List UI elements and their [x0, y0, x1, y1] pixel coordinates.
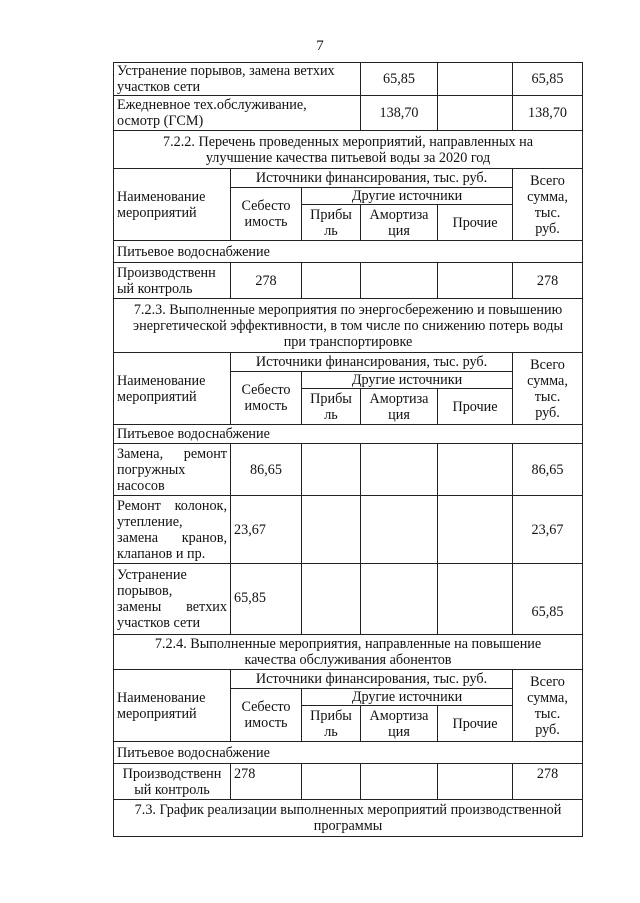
group-label: Питьевое водоснабжение: [114, 425, 583, 444]
group-label: Питьевое водоснабжение: [114, 241, 583, 263]
header-profit: Прибы ль: [302, 706, 361, 742]
total-value: 23,67: [513, 496, 583, 564]
total-value: 278: [513, 263, 583, 299]
section-title-row: [114, 299, 583, 353]
header-cost: Себесто имость: [231, 188, 302, 241]
empty-cell: [361, 263, 438, 299]
header-amortization: Амортиза ция: [361, 389, 438, 425]
header-name: Наименование мероприятий: [114, 670, 231, 742]
table-row: [114, 96, 583, 131]
empty-cell: [438, 496, 513, 564]
header-name: Наименование мероприятий: [114, 169, 231, 241]
section-title: 7.3. График реализации выполненных мероприятий производственной программы: [114, 800, 583, 837]
total-value: 65,85: [513, 63, 583, 96]
header-row: [114, 169, 583, 188]
header-profit: Прибы ль: [302, 389, 361, 425]
group-label: Питьевое водоснабжение: [114, 742, 583, 764]
empty-cell: [302, 263, 361, 299]
empty-cell: [302, 764, 361, 800]
section-title-row: [114, 800, 583, 837]
activity-name: Ремонт колонок, утепление, замена кранов, клапанов и пр.: [114, 496, 231, 564]
header-other: Прочие: [438, 205, 513, 241]
header-amortization: Амортиза ция: [361, 205, 438, 241]
total-value: 86,65: [513, 444, 583, 496]
section-title: 7.2.3. Выполненные мероприятия по энергосбережению и повышению энергетической эффективности, в том числе по снижению потерь воды при транспортировке: [114, 299, 583, 353]
header-cost: Себесто имость: [231, 372, 302, 425]
empty-cell: [302, 564, 361, 635]
activity-name: Устранение порывов, замена ветхих участков сети: [114, 63, 361, 96]
header-other: Прочие: [438, 389, 513, 425]
total-value: 65,85: [513, 564, 583, 635]
empty-cell: [438, 764, 513, 800]
activity-name: Производственн ый контроль: [114, 263, 231, 299]
header-other: Прочие: [438, 706, 513, 742]
header-other-sources: Другие источники: [302, 689, 513, 706]
empty-cell: [438, 444, 513, 496]
empty-cell: [438, 63, 513, 96]
group-row: [114, 241, 583, 263]
header-total: Всего сумма, тыс. руб.: [513, 353, 583, 425]
header-other-sources: Другие источники: [302, 188, 513, 205]
section-title: 7.2.2. Перечень проведенных мероприятий, направленных на улучшение качества питьевой воды за 2020 год: [114, 131, 583, 169]
total-value: 138,70: [513, 96, 583, 131]
header-name: Наименование мероприятий: [114, 353, 231, 425]
header-total: Всего сумма, тыс. руб.: [513, 169, 583, 241]
empty-cell: [361, 496, 438, 564]
table-row: [114, 444, 583, 496]
header-sources: Источники финансирования, тыс. руб.: [231, 353, 513, 372]
cost-value: 65,85: [361, 63, 438, 96]
page-number: 7: [316, 38, 324, 54]
header-profit: Прибы ль: [302, 205, 361, 241]
header-row: [114, 353, 583, 372]
table-row: [114, 263, 583, 299]
empty-cell: [438, 263, 513, 299]
cost-value: 278: [231, 764, 302, 800]
activity-name: Устранение порывов, замены ветхих участков сети: [114, 564, 231, 635]
section-title-row: [114, 131, 583, 169]
header-sources: Источники финансирования, тыс. руб.: [231, 670, 513, 689]
section-title: 7.2.4. Выполненные мероприятия, направленные на повышение качества обслуживания абонентов: [114, 635, 583, 670]
cost-value: 86,65: [231, 444, 302, 496]
empty-cell: [302, 496, 361, 564]
activity-name: Производственн ый контроль: [114, 764, 231, 800]
header-other-sources: Другие источники: [302, 372, 513, 389]
empty-cell: [361, 564, 438, 635]
header-sources: Источники финансирования, тыс. руб.: [231, 169, 513, 188]
empty-cell: [302, 444, 361, 496]
table-row: [114, 496, 583, 564]
cost-value: 138,70: [361, 96, 438, 131]
empty-cell: [361, 444, 438, 496]
activity-name: Ежедневное тех.обслуживание, осмотр (ГСМ): [114, 96, 361, 131]
total-value: 278: [513, 764, 583, 800]
empty-cell: [361, 764, 438, 800]
header-total: Всего сумма, тыс. руб.: [513, 670, 583, 742]
header-row: [114, 670, 583, 689]
empty-cell: [438, 564, 513, 635]
group-row: [114, 425, 583, 444]
table-row: [114, 63, 583, 96]
programme-table: [113, 62, 583, 837]
cost-value: 23,67: [231, 496, 302, 564]
activity-name: Замена, ремонт погружных насосов: [114, 444, 231, 496]
cost-value: 278: [231, 263, 302, 299]
empty-cell: [438, 96, 513, 131]
group-row: [114, 742, 583, 764]
cost-value: 65,85: [231, 564, 302, 635]
header-amortization: Амортиза ция: [361, 706, 438, 742]
section-title-row: [114, 635, 583, 670]
header-cost: Себесто имость: [231, 689, 302, 742]
table-row: [114, 564, 583, 635]
table-row: [114, 764, 583, 800]
